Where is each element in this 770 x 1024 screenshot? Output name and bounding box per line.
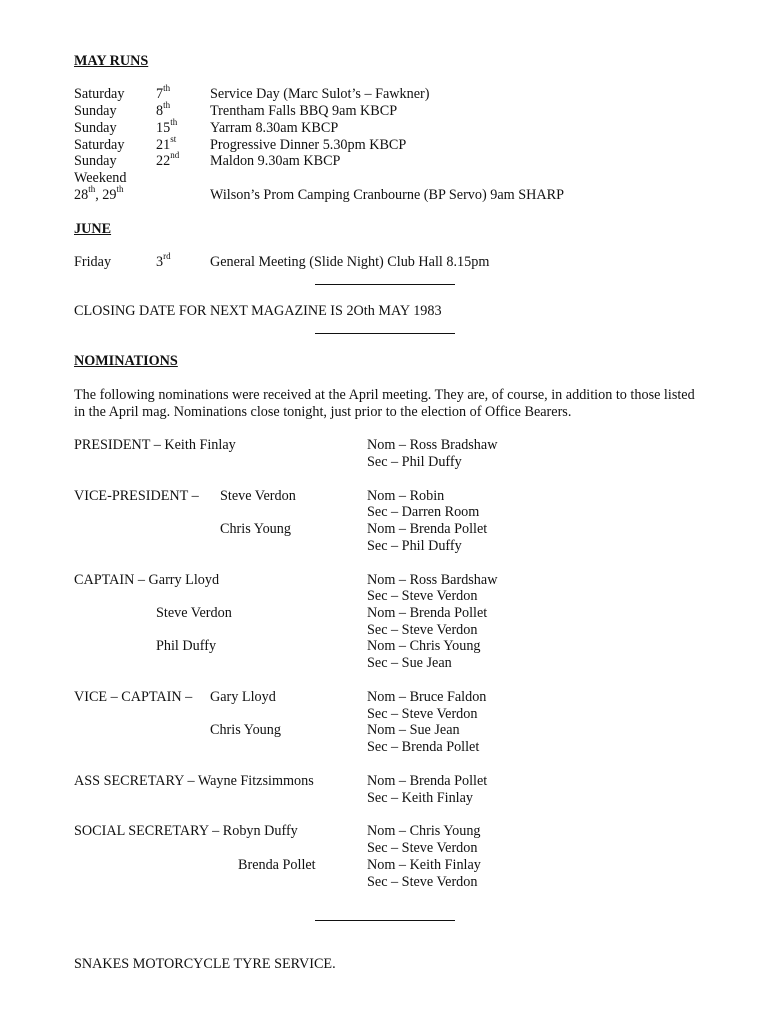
june-day: Friday [74, 254, 112, 270]
position-label: SOCIAL SECRETARY – Robyn Duffy [74, 823, 298, 839]
run-day: Saturday [74, 137, 125, 153]
run-date: 15th [156, 117, 178, 136]
run-event: Progressive Dinner 5.30pm KBCP [210, 137, 407, 153]
run-day: Saturday [74, 86, 125, 102]
position-label: VICE – CAPTAIN – [74, 689, 193, 705]
june-heading: JUNE [74, 221, 112, 237]
nominee: Steve Verdon [156, 605, 232, 621]
divider [315, 333, 455, 334]
run-day: Sunday [74, 103, 117, 119]
nominee: Chris Young [210, 722, 281, 738]
run-event: Service Day (Marc Sulot’s – Fawkner) [210, 86, 430, 102]
nominations-intro: The following nominations were received at the April meeting. They are, of course, in addition to those listed in the April mag. Nominations close tonight, just prior to the election of Office Bearers. [74, 387, 695, 420]
run-event: Trentham Falls BBQ 9am KBCP [210, 103, 398, 119]
nominator: Nom – Brenda Pollet [367, 605, 488, 621]
run-date: 7th [156, 83, 171, 102]
nominator: Nom – Robin [367, 488, 445, 504]
nominator: Nom – Chris Young [367, 638, 481, 654]
seconder: Sec – Steve Verdon [367, 874, 478, 890]
run-date: 21st [156, 134, 177, 153]
nominee: Brenda Pollet [238, 857, 316, 873]
nominations-heading: NOMINATIONS [74, 353, 178, 369]
nominator: Nom – Brenda Pollet [367, 521, 488, 537]
nominee: Steve Verdon [220, 488, 296, 504]
nominee: Gary Lloyd [210, 689, 276, 705]
seconder: Sec – Steve Verdon [367, 840, 478, 856]
seconder: Sec – Keith Finlay [367, 790, 473, 806]
june-event: General Meeting (Slide Night) Club Hall 8.15pm [210, 254, 490, 270]
position-label: CAPTAIN – Garry Lloyd [74, 572, 220, 588]
nominator: Nom – Bruce Faldon [367, 689, 487, 705]
closing-date: CLOSING DATE FOR NEXT MAGAZINE IS 2Oth MAY 1983 [74, 303, 442, 319]
nominator: Nom – Ross Bardshaw [367, 572, 498, 588]
run-day: Sunday [74, 153, 117, 169]
seconder: Sec – Steve Verdon [367, 622, 478, 638]
nominee: Phil Duffy [156, 638, 217, 654]
nominator: Nom – Ross Bradshaw [367, 437, 498, 453]
run-day: Sunday [74, 120, 117, 136]
seconder: Sec – Steve Verdon [367, 588, 478, 604]
may-runs-heading: MAY RUNS [74, 53, 149, 69]
run-date: 8th [156, 100, 171, 119]
run-date: 22nd [156, 150, 180, 169]
weekend-dates: 28th, 29th [74, 184, 124, 203]
seconder: Sec – Sue Jean [367, 655, 452, 671]
position-label: VICE-PRESIDENT – [74, 488, 199, 504]
divider [315, 920, 455, 921]
weekend-event: Wilson’s Prom Camping Cranbourne (BP Servo) 9am SHARP [210, 187, 564, 203]
footer-text: SNAKES MOTORCYCLE TYRE SERVICE. [74, 956, 336, 972]
nominator: Nom – Brenda Pollet [367, 773, 488, 789]
nominator: Nom – Keith Finlay [367, 857, 481, 873]
divider [315, 284, 455, 285]
nominator: Nom – Sue Jean [367, 722, 460, 738]
seconder: Sec – Darren Room [367, 504, 480, 520]
seconder: Sec – Phil Duffy [367, 454, 462, 470]
seconder: Sec – Phil Duffy [367, 538, 462, 554]
seconder: Sec – Brenda Pollet [367, 739, 480, 755]
june-date: 3rd [156, 251, 171, 270]
weekend-label: Weekend [74, 170, 127, 186]
nominee: Chris Young [220, 521, 291, 537]
nominator: Nom – Chris Young [367, 823, 481, 839]
seconder: Sec – Steve Verdon [367, 706, 478, 722]
position-label: PRESIDENT – Keith Finlay [74, 437, 236, 453]
position-label: ASS SECRETARY – Wayne Fitzsimmons [74, 773, 314, 789]
run-event: Maldon 9.30am KBCP [210, 153, 341, 169]
run-event: Yarram 8.30am KBCP [210, 120, 339, 136]
